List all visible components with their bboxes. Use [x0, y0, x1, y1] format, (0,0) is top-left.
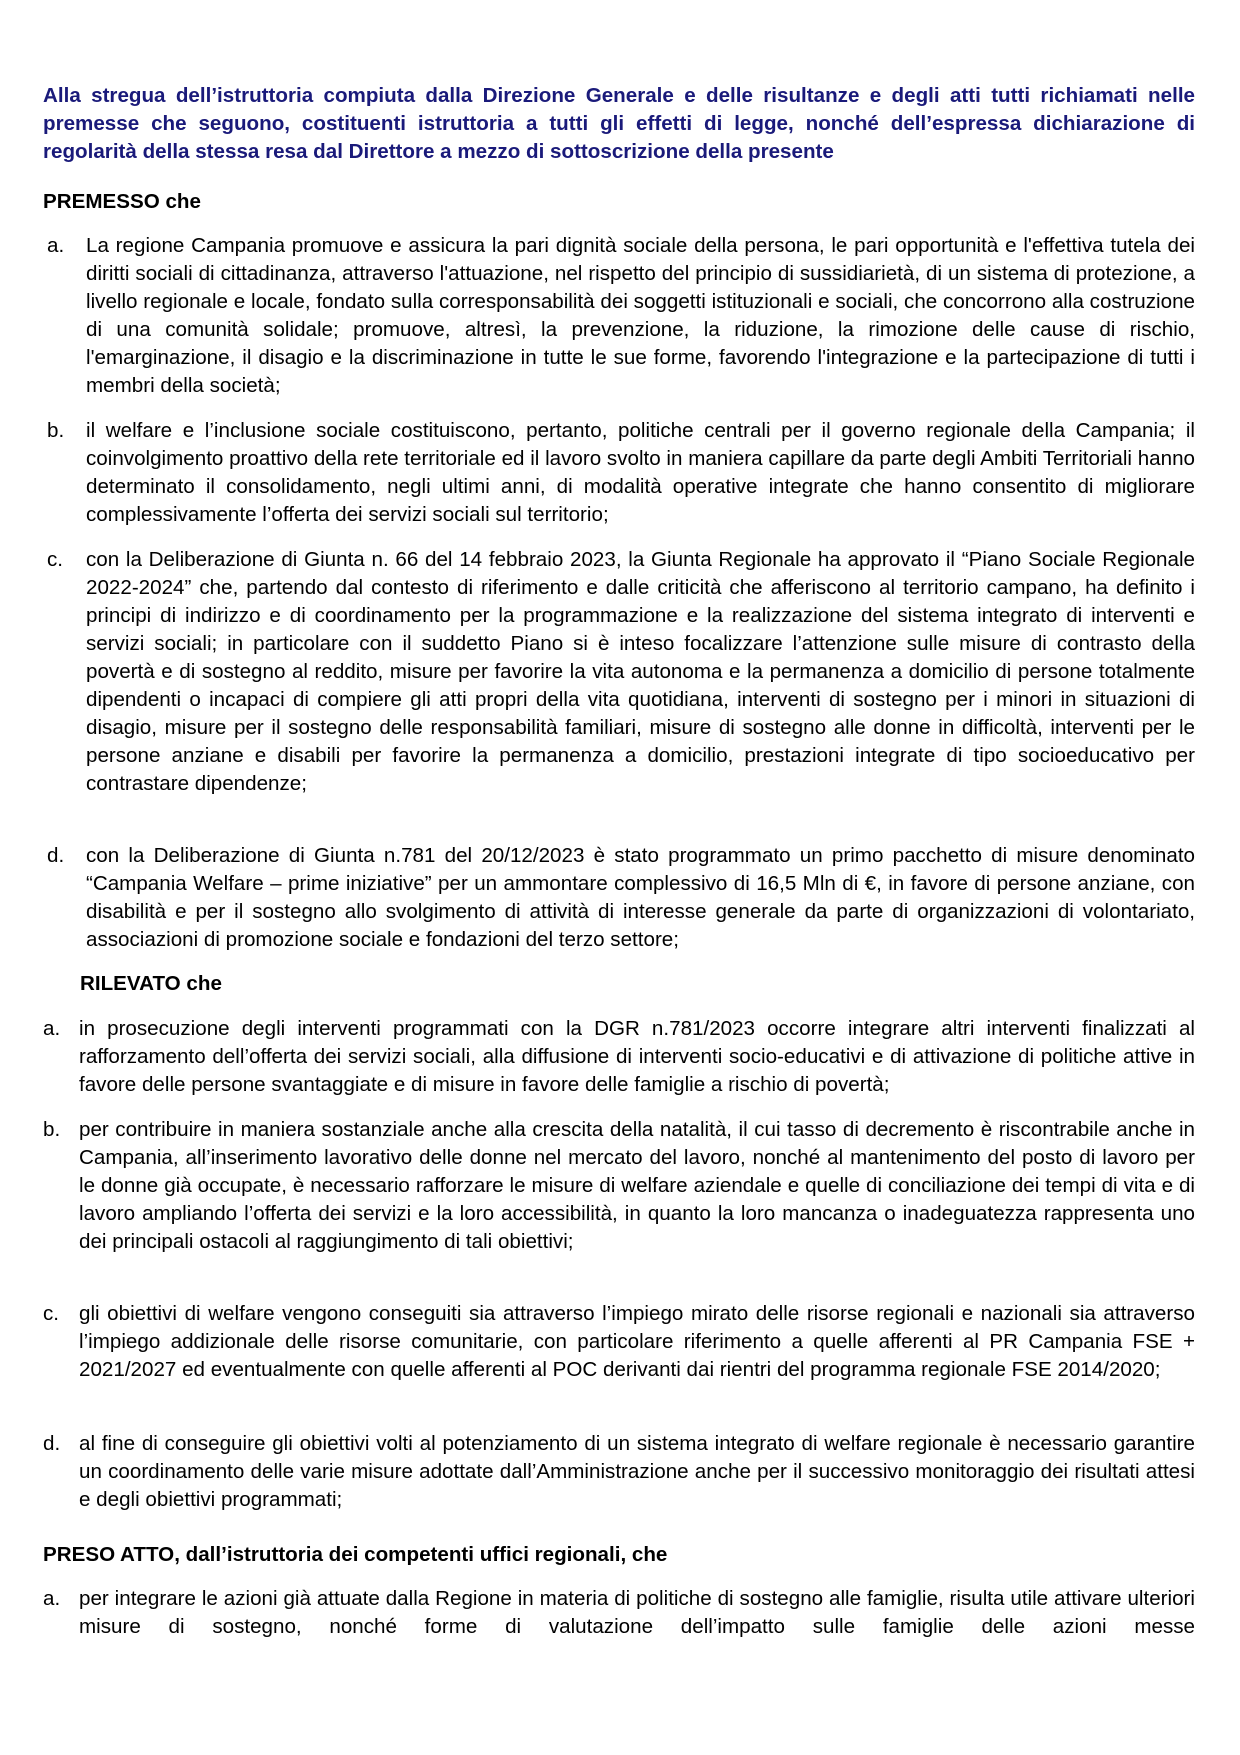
rilevato-item-d: [43, 1430, 1195, 1514]
rilevato-item-a: [43, 1015, 1195, 1099]
list-marker: b.: [47, 419, 65, 442]
list-marker: b.: [43, 1118, 61, 1141]
list-marker: d.: [47, 844, 65, 867]
intro-paragraph: Alla stregua dell’istruttoria compiuta dalla Direzione Generale e delle risultanze e degli atti tutti richiamati nelle premesse che seguono, costituenti istruttoria a tutti gli effetti di legge, nonché dell’espressa dichiarazione di regolarità della stessa resa dal Direttore a mezzo di sottoscrizione della presente: [43, 84, 1195, 163]
list-item-text: al fine di conseguire gli obiettivi volti al potenziamento di un sistema integrato di welfare regionale è necessario garantire un coordinamento delle varie misure adottate dall’Amministrazione anche per il successivo monitoraggio dei risultati attesi e degli obiettivi programmati;: [79, 1432, 1195, 1511]
list-item-text: La regione Campania promuove e assicura la pari dignità sociale della persona, le pari opportunità e l'effettiva tutela dei diritti sociali di cittadinanza, attraverso l'attuazione, nel rispetto del principio di sussidiarietà, di un sistema di protezione, a livello regionale e locale, fondato sulla corresponsabilità dei soggetti istituzionali e sociali, che concorrono alla costruzione di una comunità solidale; promuove, altresì, la prevenzione, la riduzione, la rimozione delle cause di rischio, l'emarginazione, il disagio e la discriminazione in tutte le sue forme, favorendo l'integrazione e la partecipazione di tutti i membri della società;: [86, 234, 1195, 397]
premesso-item-c: [43, 546, 1195, 798]
list-item-text: per contribuire in maniera sostanziale anche alla crescita della natalità, il cui tasso di decremento è riscontrabile anche in Campania, all’inserimento lavorativo delle donne nel mercato del lavoro, nonché al mantenimento del posto di lavoro per le donne già occupate, è necessario rafforzare le misure di welfare aziendale e quelle di conciliazione dei tempi di vita e di lavoro ampliando l’offerta dei servizi e la loro accessibilità, in quanto la loro mancanza o inadeguatezza rappresenta uno dei principali ostacoli al raggiungimento di tali obiettivi;: [79, 1118, 1195, 1253]
list-item-text: con la Deliberazione di Giunta n. 66 del 14 febbraio 2023, la Giunta Regionale ha approvato il “Piano Sociale Regionale 2022-2024” che, partendo dal contesto di riferimento e dalle criticità che afferiscono al territorio campano, ha definito i principi di indirizzo e di coordinamento per la programmazione e la realizzazione del sistema integrato di interventi e servizi sociali; in particolare con il suddetto Piano si è inteso focalizzare l’attenzione sulle misure di contrasto della povertà e di sostegno al reddito, misure per favorire la vita autonoma e la permanenza a domicilio di persone totalmente dipendenti o incapaci di compiere gli atti propri della vita quotidiana, interventi di sostegno per i minori in situazioni di disagio, misure per il sostegno delle responsabilità familiari, misure di sostegno alle donne in difficoltà, interventi per le persone anziane e disabili per favorire la permanenza a domicilio, prestazioni integrate di tipo socioeducativo per contrastare dipendenze;: [86, 548, 1195, 795]
list-item-text: per integrare le azioni già attuate dalla Regione in materia di politiche di sostegno alle famiglie, risulta utile attivare ulteriori misure di sostegno, nonché forme di valutazione dell’impatto sulle famiglie delle azioni messe: [79, 1587, 1195, 1638]
list-marker: c.: [43, 1302, 60, 1325]
heading-preso-atto: PRESO ATTO, dall’istruttoria dei competenti uffici regionali, che: [43, 1543, 668, 1566]
list-marker: a.: [43, 1587, 61, 1610]
list-item-text: con la Deliberazione di Giunta n.781 del 20/12/2023 è stato programmato un primo pacchetto di misure denominato “Campania Welfare – prime iniziative” per un ammontare complessivo di 16,5 Mln di €, in favore di persone anziane, con disabilità e per il sostegno allo svolgimento di attività di interesse generale da parte di organizzazioni di volontariato, associazioni di promozione sociale e fondazioni del terzo settore;: [86, 844, 1195, 951]
premesso-item-b: [43, 417, 1195, 529]
list-marker: d.: [43, 1432, 61, 1455]
premesso-item-d: [43, 842, 1195, 954]
heading-premesso: PREMESSO che: [43, 190, 201, 213]
rilevato-item-c: [43, 1300, 1195, 1384]
premesso-item-a: [43, 232, 1195, 400]
rilevato-item-b: [43, 1116, 1195, 1256]
list-marker: c.: [47, 548, 64, 571]
list-marker: a.: [43, 1017, 61, 1040]
preso-atto-item-a: [43, 1585, 1195, 1641]
list-item-text: il welfare e l’inclusione sociale costituiscono, pertanto, politiche centrali per il governo regionale della Campania; il coinvolgimento proattivo della rete territoriale ed il lavoro svolto in maniera capillare da parte degli Ambiti Territoriali hanno determinato il consolidamento, negli ultimi anni, di modalità operative integrate che hanno consentito di migliorare complessivamente l’offerta dei servizi sociali sul territorio;: [86, 419, 1195, 526]
heading-rilevato: RILEVATO che: [80, 972, 222, 995]
list-marker: a.: [47, 234, 65, 257]
list-item-text: gli obiettivi di welfare vengono conseguiti sia attraverso l’impiego mirato delle risorse regionali e nazionali sia attraverso l’impiego addizionale delle risorse comunitarie, con particolare riferimento a quelle afferenti al PR Campania FSE + 2021/2027 ed eventualmente con quelle afferenti al POC derivanti dai rientri del programma regionale FSE 2014/2020;: [79, 1302, 1195, 1381]
list-item-text: in prosecuzione degli interventi programmati con la DGR n.781/2023 occorre integrare altri interventi finalizzati al rafforzamento dell’offerta dei servizi sociali, alla diffusione di interventi socio-educativi e di attivazione di politiche attive in favore delle persone svantaggiate e di misure in favore delle famiglie a rischio di povertà;: [79, 1017, 1195, 1096]
